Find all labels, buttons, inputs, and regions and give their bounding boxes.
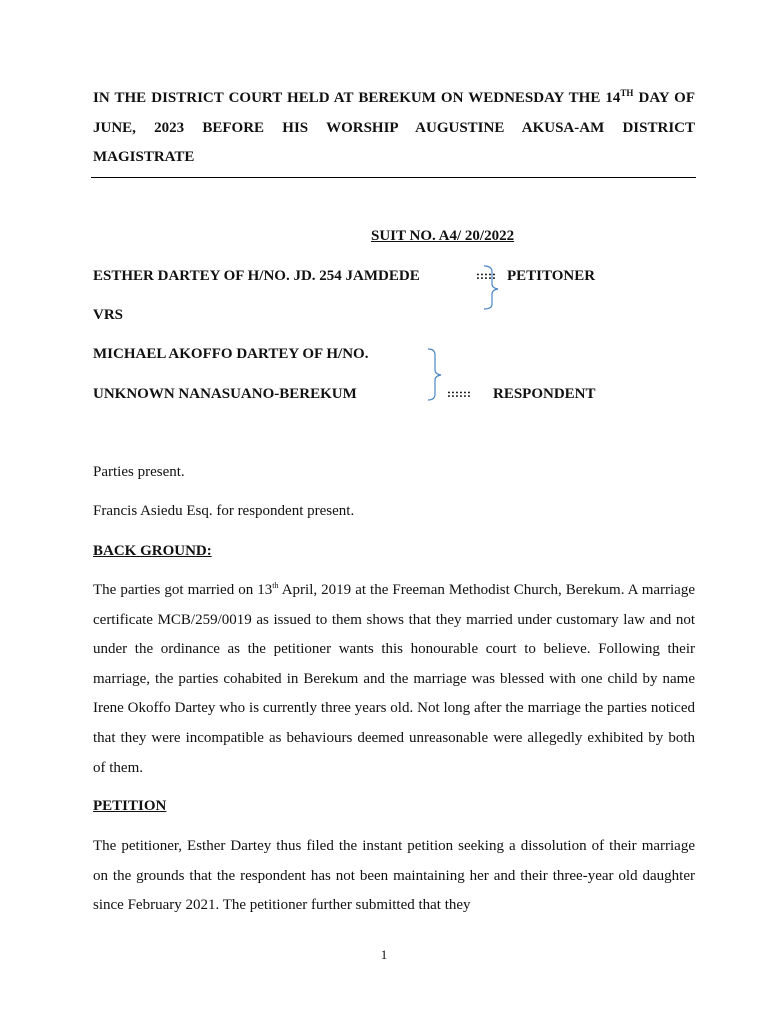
respondent-dots: ::::::: [447, 386, 471, 400]
versus-label: VRS: [93, 307, 124, 323]
petitioner-role: PETITONER: [507, 268, 596, 284]
petitioner-dots: :::::: [476, 268, 496, 282]
respondent-name-line1: MICHAEL AKOFFO DARTEY OF H/NO.: [93, 346, 369, 362]
heading-superscript: TH: [620, 88, 634, 98]
petitioner-name: ESTHER DARTEY OF H/NO. JD. 254 JAMDEDE: [93, 268, 420, 284]
background-heading: BACK GROUND:: [93, 543, 212, 559]
respondent-name-line2: UNKNOWN NANASUANO-BEREKUM: [93, 386, 357, 402]
heading-text-end: DAY OF JUNE, 2023 BEFORE HIS WORSHIP AUGUSTINE AKUSA-AM DISTRICT MAGISTRATE: [93, 90, 695, 165]
attendance-counsel: Francis Asiedu Esq. for respondent present.: [93, 503, 355, 519]
background-paragraph: [93, 576, 695, 783]
petitioner-bracket-icon: [478, 264, 502, 314]
background-text-end: April, 2019 at the Freeman Methodist Church, Berekum. A marriage certificate MCB/259/0019 as issued to them shows that they married under customary law and not under the ordinance as the petitioner wants this honourable court to believe. Following their marriage, the parties cohabited in Berekum and the marriage was blessed with one child by name Irene Okoffo Dartey who is currently three years old. Not long after the marriage the parties noticed that they were incompatible as behaviours deemed unreasonable were allegedly exhibited by both of them.: [93, 582, 695, 776]
background-text-start: The parties got married on 13: [93, 582, 273, 598]
respondent-bracket-icon: [424, 346, 446, 406]
heading-text-start: IN THE DISTRICT COURT HELD AT BEREKUM ON WEDNESDAY THE 14: [93, 90, 621, 106]
attendance-parties: Parties present.: [93, 464, 185, 480]
respondent-role: RESPONDENT: [493, 386, 596, 402]
suit-number: SUIT NO. A4/ 20/2022: [371, 228, 515, 244]
petition-heading: PETITION: [93, 798, 167, 814]
background-superscript: th: [272, 581, 279, 590]
petition-paragraph: The petitioner, Esther Dartey thus filed the instant petition seeking a dissolution of their marriage on the grounds that the respondent has not been maintaining her and their three-year old daughter since February 2021. The petitioner further submitted that they: [93, 838, 695, 914]
heading-divider: [91, 177, 696, 178]
page-number: 1: [380, 947, 388, 962]
court-heading: [93, 84, 695, 173]
